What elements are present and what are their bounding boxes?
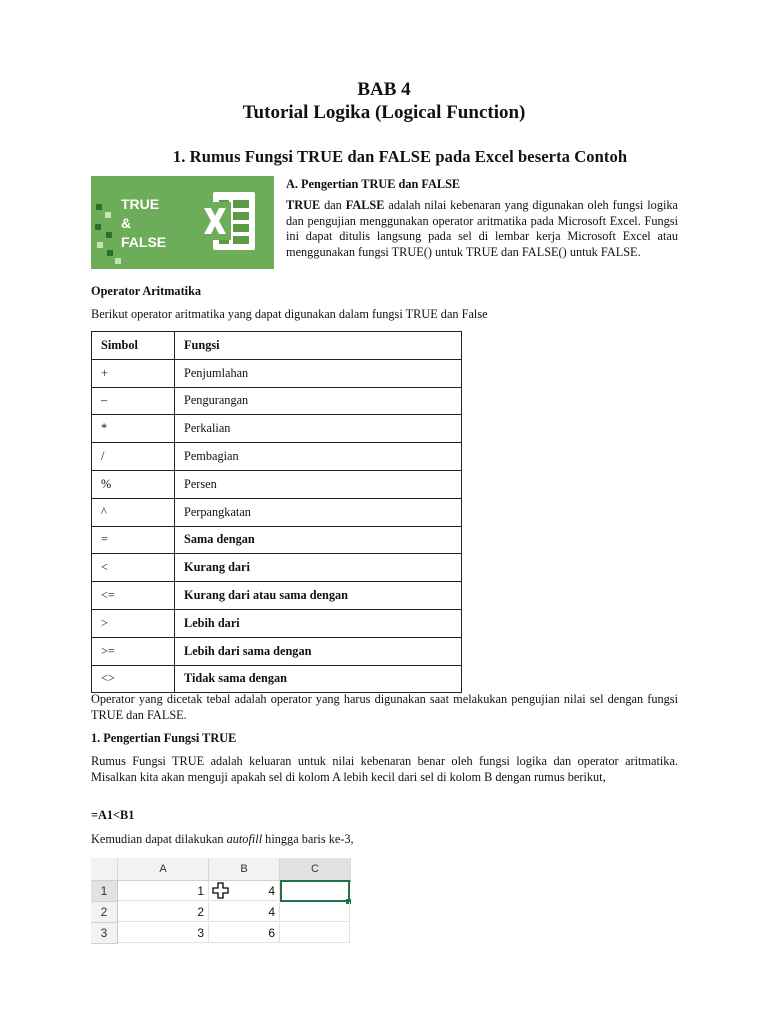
operator-function: Lebih dari sama dengan [175, 637, 462, 665]
operator-symbol: >= [92, 637, 175, 665]
operator-symbol: = [92, 526, 175, 554]
operator-function: Penjumlahan [175, 359, 462, 387]
operator-function: Perkalian [175, 415, 462, 443]
cell-b2[interactable]: 4 [209, 902, 280, 922]
operator-symbol: > [92, 609, 175, 637]
chapter-number: BAB 4 [357, 79, 411, 100]
operator-function: Persen [175, 470, 462, 498]
cell-cursor-icon [212, 882, 229, 899]
excel-logo-icon [195, 188, 259, 254]
table-row [92, 554, 462, 582]
operators-intro: Berikut operator aritmatika yang dapat digunakan dalam fungsi TRUE dan False [91, 307, 488, 321]
decor-square [115, 258, 121, 264]
column-header-b[interactable]: B [209, 858, 280, 881]
true-false-banner [91, 176, 274, 269]
table-row [92, 582, 462, 610]
operator-symbol: <> [92, 665, 175, 693]
column-header-symbol: Simbol [92, 332, 175, 360]
operator-symbol: – [92, 387, 175, 415]
true-function-heading: 1. Pengertian Fungsi TRUE [91, 731, 237, 745]
table-row [92, 443, 462, 471]
cell-c3[interactable] [280, 923, 350, 943]
decor-square [97, 242, 103, 248]
table-row [92, 665, 462, 693]
table-row [92, 637, 462, 665]
row-header[interactable]: 1 [91, 881, 118, 902]
table-row [92, 415, 462, 443]
spreadsheet-snippet [91, 858, 350, 942]
operators-note: Operator yang dicetak tebal adalah operator yang harus digunakan saat melakukan pengujian nilai sel dengan fungsi TRUE dan FALSE. [91, 692, 678, 722]
cell-a3[interactable]: 3 [118, 923, 209, 943]
cell-b1[interactable]: 4 [209, 881, 280, 901]
table-row [92, 609, 462, 637]
definition-paragraph: TRUE dan FALSE adalah nilai kebenaran yang digunakan oleh fungsi logika dan pengujian menggunakan operator aritmatika pada Microsoft Excel. Fungsi ini dapat ditulis langsung pada sel di lembar kerja Microsoft Excel atau menggunakan fungsi TRUE() untuk TRUE dan FALSE() untuk FALSE. [286, 198, 678, 259]
decor-square [95, 224, 101, 230]
table-header-row [92, 332, 462, 360]
operator-symbol: % [92, 470, 175, 498]
chapter-title: Tutorial Logika (Logical Function) [242, 102, 526, 123]
column-header-c[interactable]: C [280, 858, 351, 882]
operator-function: Sama dengan [175, 526, 462, 554]
table-row [92, 526, 462, 554]
cell-c1-selected[interactable] [280, 880, 350, 902]
table-row [92, 470, 462, 498]
decor-square [106, 232, 112, 238]
operator-function: Kurang dari atau sama dengan [175, 582, 462, 610]
formula-text: =A1<B1 [91, 808, 135, 822]
operator-function: Tidak sama dengan [175, 665, 462, 693]
operator-symbol: / [92, 443, 175, 471]
operator-symbol: ^ [92, 498, 175, 526]
row-header[interactable]: 2 [91, 902, 118, 923]
table-row [92, 359, 462, 387]
operator-symbol: * [92, 415, 175, 443]
operator-symbol: < [92, 554, 175, 582]
column-header-function: Fungsi [175, 332, 462, 360]
operator-function: Pembagian [175, 443, 462, 471]
operator-symbol: <= [92, 582, 175, 610]
row-header[interactable]: 3 [91, 923, 118, 944]
table-row [92, 498, 462, 526]
true-function-paragraph: Rumus Fungsi TRUE adalah keluaran untuk nilai kebenaran benar oleh fungsi logika dan operator aritmatika. Misalkan kita akan menguji apakah sel di kolom A lebih kecil dari sel di kolom B dengan rumus berikut, [91, 754, 678, 784]
cell-a2[interactable]: 2 [118, 902, 209, 922]
decor-square [105, 212, 111, 218]
operator-symbol: + [92, 359, 175, 387]
cell-b3[interactable]: 6 [209, 923, 280, 943]
table-row [92, 387, 462, 415]
operator-function: Lebih dari [175, 609, 462, 637]
operator-function: Perpangkatan [175, 498, 462, 526]
section-title: 1. Rumus Fungsi TRUE dan FALSE pada Excel beserta Contoh [172, 147, 628, 166]
autofill-paragraph: Kemudian dapat dilakukan autofill hingga baris ke-3, [91, 832, 354, 846]
decor-square [107, 250, 113, 256]
corner-cell [91, 858, 118, 881]
column-header-a[interactable]: A [118, 858, 209, 881]
subsection-heading: A. Pengertian TRUE dan FALSE [286, 177, 461, 191]
operator-function: Pengurangan [175, 387, 462, 415]
banner-text: TRUE & FALSE [121, 196, 167, 250]
decor-square [96, 204, 102, 210]
operator-function: Kurang dari [175, 554, 462, 582]
cell-a1[interactable]: 1 [118, 881, 209, 901]
operator-table [91, 331, 462, 693]
operators-heading: Operator Aritmatika [91, 284, 202, 298]
cell-c2[interactable] [280, 902, 350, 922]
